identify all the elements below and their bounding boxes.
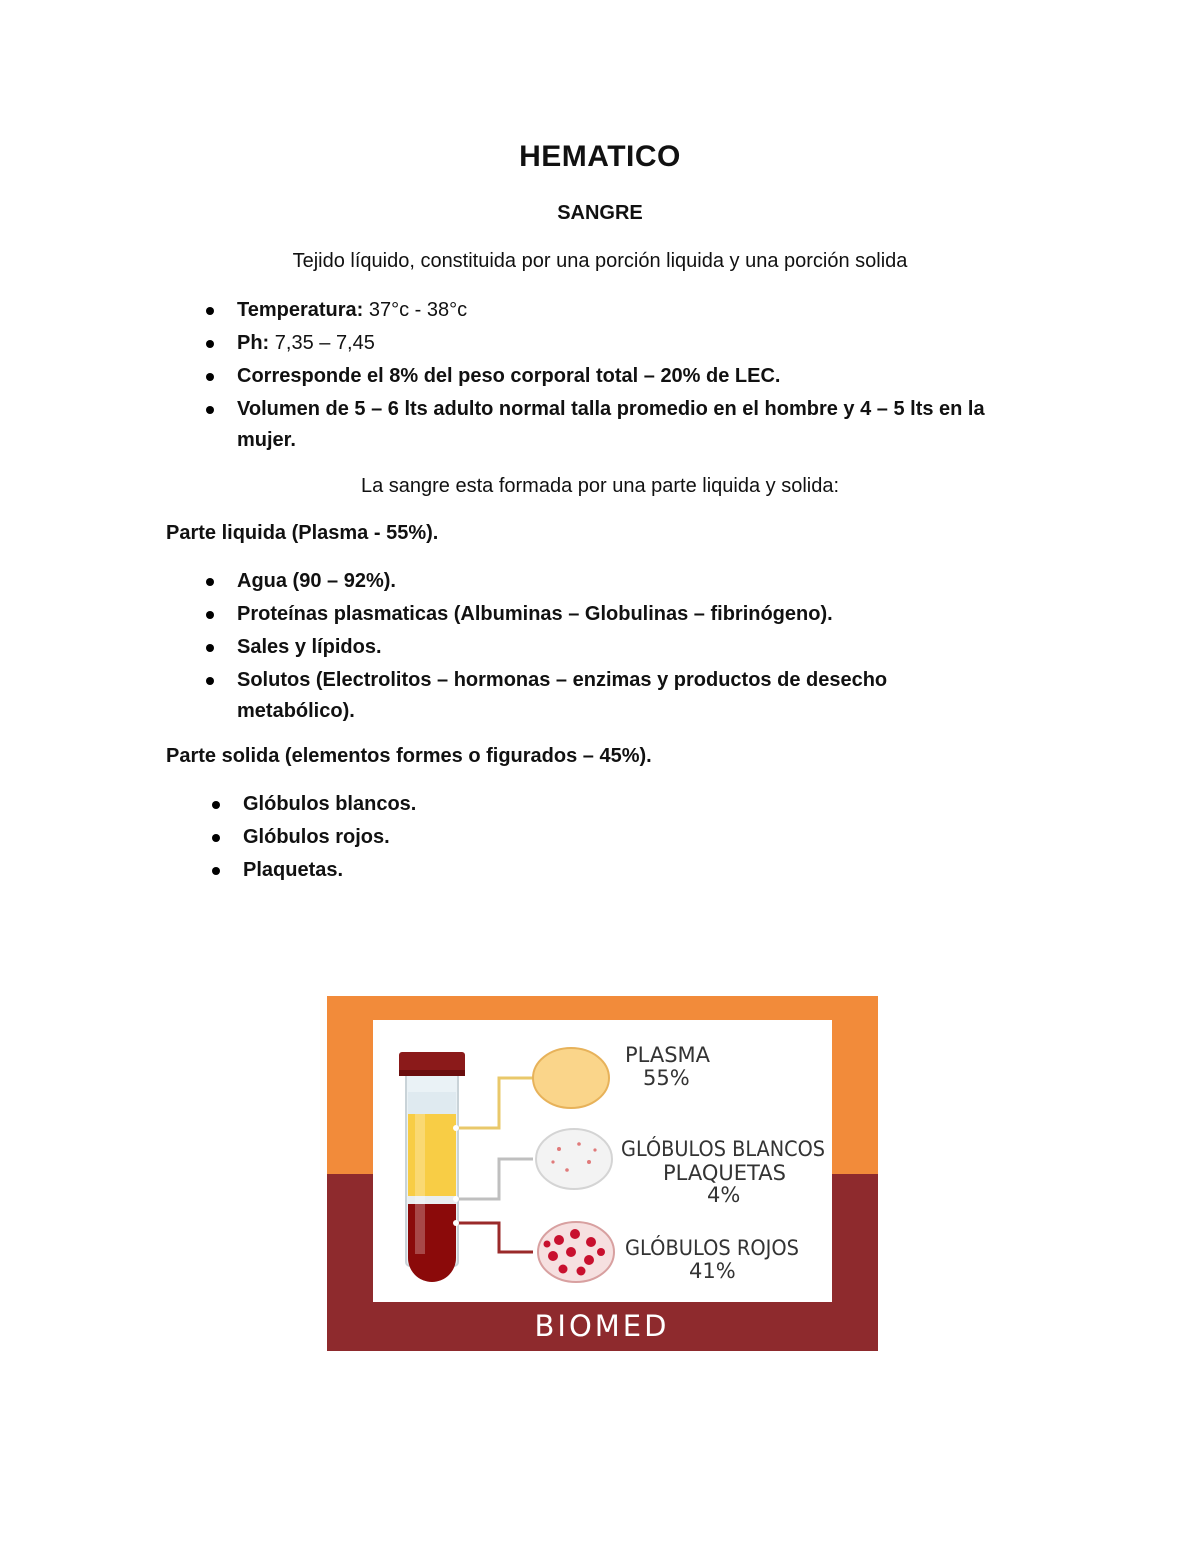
rbc-label: GLÓBULOS ROJOS — [625, 1236, 814, 1260]
solid-list — [243, 789, 943, 888]
list-item: Volumen de 5 – 6 lts adulto normal talla promedio en el hombre y 4 – 5 lts en la mujer. — [237, 394, 1037, 456]
list-item: Plaquetas. — [243, 855, 943, 886]
document-title: HEMATICO — [519, 140, 681, 173]
list-item: Agua (90 – 92%). — [237, 566, 997, 597]
list-item: Proteínas plasmaticas (Albuminas – Globulinas – fibrinógeno). — [237, 599, 997, 630]
brand-logo: BIOMED — [534, 1309, 670, 1343]
list-item: Glóbulos blancos. — [243, 789, 943, 820]
platelets-label: PLAQUETAS — [663, 1161, 786, 1185]
blood-composition-figure — [327, 996, 878, 1351]
intro-paragraph: Tejido líquido, constituida por una porción liquida y una porción solida — [292, 250, 908, 272]
wbc-circle — [536, 1129, 612, 1189]
wbc-percent: 4% — [707, 1183, 741, 1207]
liquid-heading: Parte liquida (Plasma - 55%). — [166, 522, 439, 544]
list-item: Ph: 7,35 – 7,45 — [237, 328, 1037, 359]
list-item: Sales y lípidos. — [237, 632, 997, 663]
section-subtitle: SANGRE — [557, 202, 643, 224]
plasma-label: PLASMA — [625, 1043, 711, 1067]
test-tube-icon — [399, 1052, 465, 1282]
list-item: Solutos (Electrolitos – hormonas – enzimas y productos de desecho metabólico). — [237, 665, 997, 727]
rbc-circle — [538, 1222, 614, 1282]
wbc-label: GLÓBULOS BLANCOS — [621, 1137, 844, 1161]
list-item: Temperatura: 37°c - 38°c — [237, 295, 1037, 326]
solid-heading: Parte solida (elementos formes o figurados – 45%). — [166, 745, 652, 767]
liquid-list — [237, 566, 997, 729]
plasma-percent: 55% — [643, 1066, 690, 1090]
plasma-circle — [533, 1048, 609, 1108]
composition-intro: La sangre esta formada por una parte liquida y solida: — [360, 475, 840, 497]
list-item: Corresponde el 8% del peso corporal total – 20% de LEC. — [237, 361, 1037, 392]
list-item: Glóbulos rojos. — [243, 822, 943, 853]
properties-list — [237, 295, 1037, 458]
rbc-percent: 41% — [689, 1259, 736, 1283]
